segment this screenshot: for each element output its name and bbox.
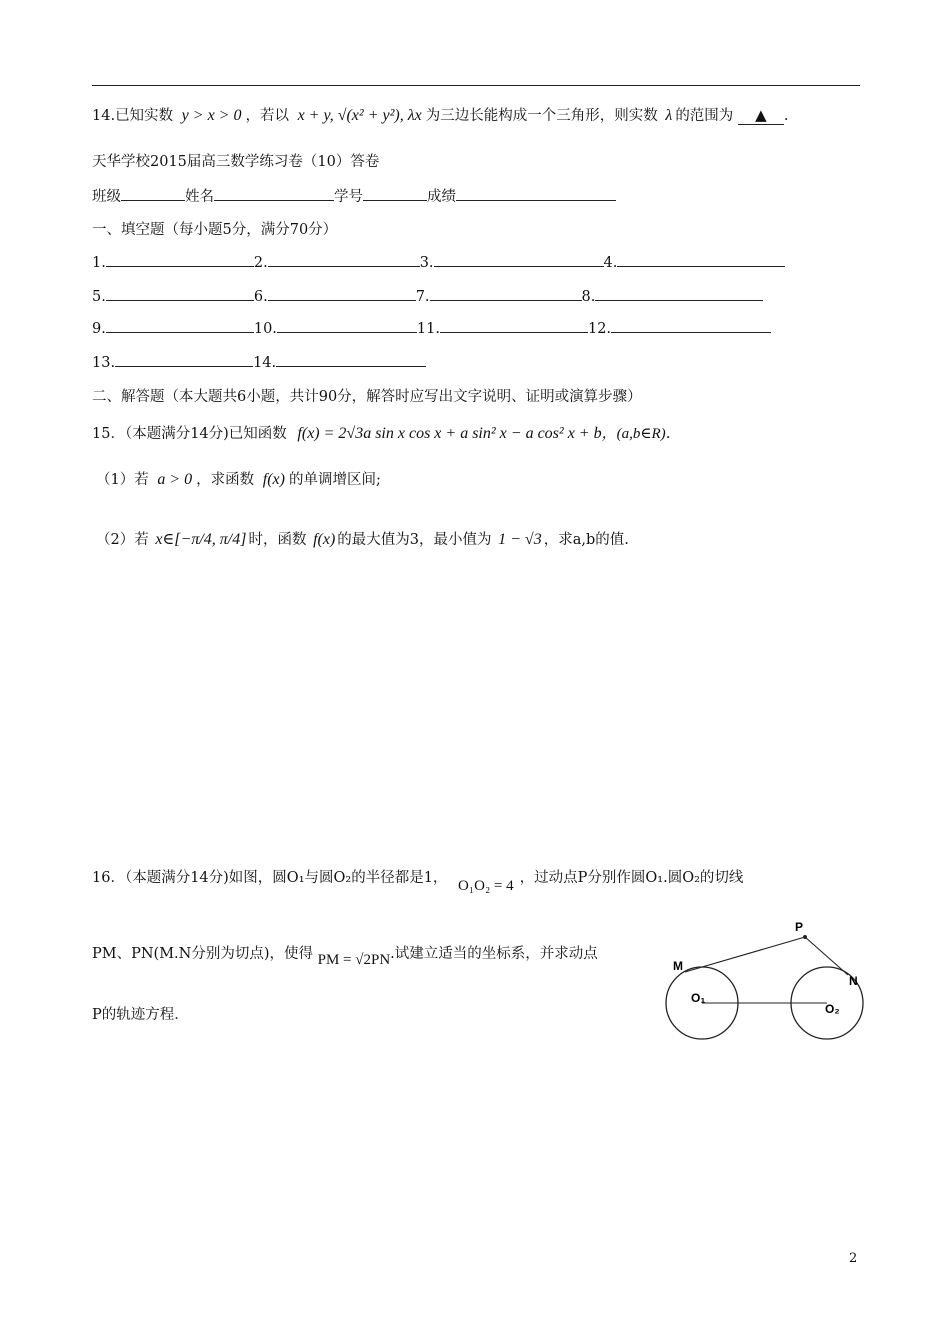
name-label: 姓名 bbox=[185, 189, 214, 205]
question-text: ，求a,b的值. bbox=[543, 532, 629, 548]
domain-formula: ，(a,b∈R)． bbox=[601, 426, 681, 442]
answer-row bbox=[92, 352, 426, 371]
answer-number: 11. bbox=[416, 321, 440, 337]
min-formula: 1 − √3 bbox=[498, 531, 542, 548]
section-1-title: 一、填空题（每小题5分，满分70分） bbox=[92, 222, 338, 238]
question-16-line-3: P的轨迹方程． bbox=[92, 1007, 189, 1023]
section-2-title: 二、解答题（本大题共6小题，共计90分，解答时应写出文字说明、证明或演算步骤） bbox=[92, 389, 642, 405]
triangle-marker: ▲ bbox=[755, 106, 767, 124]
answer-number: 7. bbox=[415, 289, 430, 305]
question-16 bbox=[92, 866, 744, 894]
range-formula: x∈[−π/4, π/4] bbox=[155, 531, 247, 548]
question-text: 16．（本题满分14分)如图，圆O₁与圆O₂的半径都是1， bbox=[92, 870, 448, 886]
answer-row bbox=[92, 286, 763, 305]
relation-formula: PM = √2PN bbox=[317, 952, 391, 968]
function-formula: f(x) = 2√3a sin x cos x + a sin² x − a cos² x + b bbox=[297, 425, 602, 442]
answer-row bbox=[92, 318, 771, 337]
header-rule bbox=[92, 85, 860, 86]
answer-number: 13. bbox=[92, 355, 116, 371]
question-16-line-2 bbox=[92, 942, 598, 968]
score-label: 成绩 bbox=[427, 189, 456, 205]
question-text: 的最大值为3，最小值为 bbox=[337, 532, 492, 548]
question-text: PM、PN(M.N分别为切点)，使得 bbox=[92, 946, 314, 962]
answer-number: 9. bbox=[92, 321, 106, 337]
label-m: M bbox=[673, 959, 683, 973]
question-number: 14. bbox=[92, 108, 116, 124]
question-text: ，过动点P分别作圆O₁.圆O₂的切线 bbox=[519, 870, 744, 886]
answer-blank[interactable] bbox=[617, 252, 785, 267]
answer-number: 10. bbox=[253, 321, 277, 337]
answer-blank[interactable] bbox=[430, 286, 582, 301]
tangent-pm bbox=[685, 937, 805, 972]
period: . bbox=[783, 108, 789, 124]
label-o2: O₂ bbox=[825, 1002, 840, 1016]
answer-blank[interactable] bbox=[440, 318, 588, 333]
answer-number: 14. bbox=[253, 355, 277, 371]
label-o1: O₁ bbox=[691, 991, 706, 1005]
class-field[interactable] bbox=[121, 186, 185, 201]
answer-blank[interactable] bbox=[595, 286, 763, 301]
answer-blank[interactable] bbox=[434, 252, 604, 267]
question-15 bbox=[92, 422, 681, 443]
circles-figure bbox=[655, 915, 870, 1045]
question-text: 时，函数 bbox=[248, 532, 307, 548]
answer-number: 8. bbox=[581, 289, 596, 305]
answer-number: 4. bbox=[603, 255, 618, 271]
name-field[interactable] bbox=[214, 186, 334, 201]
tangent-pn bbox=[805, 937, 848, 975]
question-14 bbox=[92, 104, 789, 125]
answer-blank[interactable] bbox=[115, 352, 253, 367]
school-title: 天华学校2015届高三数学练习卷（10）答卷 bbox=[92, 154, 380, 170]
part-label: （1）若 bbox=[96, 472, 149, 488]
question-text: 的范围为 bbox=[675, 108, 734, 124]
answer-number: 5. bbox=[92, 289, 106, 305]
question-15-part-2 bbox=[96, 528, 629, 549]
answer-blank[interactable] bbox=[276, 352, 426, 367]
answer-blank[interactable] bbox=[611, 318, 771, 333]
answer-number: 2. bbox=[253, 255, 268, 271]
question-text: 的单调增区间; bbox=[288, 472, 381, 488]
answer-row bbox=[92, 252, 785, 271]
answer-blank[interactable] bbox=[268, 252, 420, 267]
answer-blank[interactable] bbox=[268, 286, 416, 301]
part-label: （2）若 bbox=[96, 532, 149, 548]
function-symbol: f(x) bbox=[313, 531, 336, 548]
label-p: P bbox=[795, 920, 804, 934]
id-field[interactable] bbox=[363, 186, 427, 201]
page-number: 2 bbox=[849, 1251, 858, 1266]
id-label: 学号 bbox=[334, 189, 363, 205]
answer-blank bbox=[738, 106, 784, 125]
label-n: N bbox=[849, 974, 858, 988]
answer-blank[interactable] bbox=[106, 252, 254, 267]
class-label: 班级 bbox=[92, 189, 121, 205]
question-text: 为三边长能构成一个三角形，则实数 bbox=[425, 108, 658, 124]
point-p bbox=[803, 935, 807, 939]
answer-blank[interactable] bbox=[277, 318, 417, 333]
question-text: ，求函数 bbox=[196, 472, 255, 488]
question-text: 15．（本题满分14分)已知函数 bbox=[92, 426, 287, 442]
answer-number: 1. bbox=[92, 255, 106, 271]
info-line bbox=[92, 185, 616, 206]
score-field[interactable] bbox=[456, 186, 616, 201]
question-text: 已知实数 bbox=[115, 108, 174, 124]
condition-formula: a > 0 bbox=[157, 471, 193, 488]
answer-number: 6. bbox=[253, 289, 268, 305]
answer-blank[interactable] bbox=[106, 286, 254, 301]
question-text: .试建立适当的坐标系，并求动点 bbox=[390, 946, 598, 962]
question-text: ，若以 bbox=[245, 108, 289, 124]
question-15-part-1 bbox=[96, 468, 381, 489]
sides-formula: x + y, √(x² + y²), λx bbox=[297, 107, 422, 124]
lambda-symbol: λ bbox=[665, 107, 673, 124]
given-formula: O₁O₂ = 4 bbox=[458, 878, 514, 894]
answer-blank[interactable] bbox=[106, 318, 254, 333]
function-symbol: f(x) bbox=[262, 471, 285, 488]
answer-number: 3. bbox=[419, 255, 434, 271]
answer-number: 12. bbox=[587, 321, 612, 337]
condition-formula: y > x > 0 bbox=[181, 107, 242, 124]
